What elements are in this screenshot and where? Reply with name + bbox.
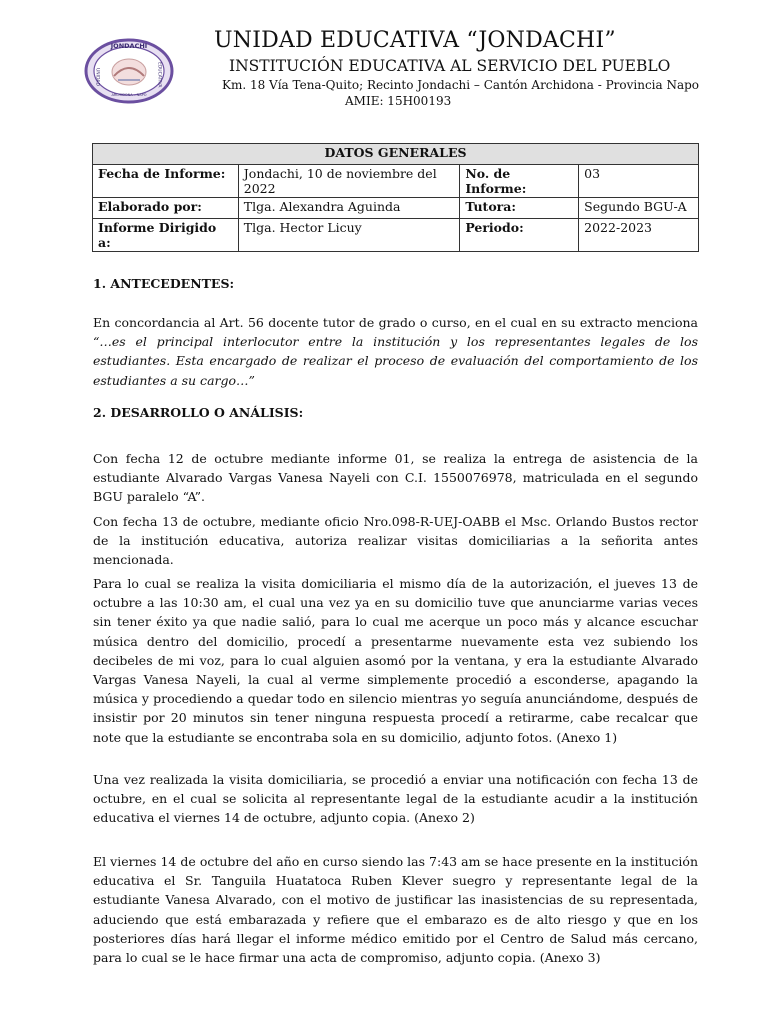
paragraph-4: Una vez realizada la visita domiciliaria, se procedió a enviar una notificación con fecha 13 de octubre, en el cual se solicita al representante legal de la estudiante acudir a la institución educativa el viernes 14 de octubre, adjunto copia. (Anexo 2) [93,772,698,826]
cell-value: Segundo BGU-A [579,198,699,219]
cell-value: 03 [579,165,699,198]
cell-value: Tlga. Alexandra Aguinda [238,198,460,219]
school-logo [84,38,174,104]
section-heading-antecedentes: 1. ANTECEDENTES: [93,276,235,291]
logo-top-text: JONDACHI [110,42,148,50]
logo-left-text: UNIDAD [94,68,100,86]
table-row [93,198,699,219]
school-amie: AMIE: 15H00193 [345,94,452,108]
cell-value: 2022-2023 [579,219,699,252]
school-name: UNIDAD EDUCATIVA “JONDACHI” [214,28,616,53]
cell-label: Elaborado por: [93,198,239,219]
table-header-row [93,144,699,165]
general-data-table [92,143,699,252]
cell-label: No. de Informe: [460,165,579,198]
paragraph-3: Para lo cual se realiza la visita domiciliaria el mismo día de la autorización, el jueves 13 de octubre a las 10:30 am, el cual una vez ya en su domicilio tuve que anunciarme varias veces sin tener éxito ya que nadie salió, para lo cual me acerque un poco más y alcance escuchar música dentro del domicilio, procedí a presentarme nuevamente esta vez subiendo los decibeles de mi voz, para lo cual alguien asomó por la ventana, y era la estudiante Alvarado Vargas Vanesa Nayeli, la cual al verme simplemente procedió a esconderse, apagando la música y procediendo a quedar todo en silencio mientras yo seguía anunciándome, después de insistir por 20 minutos sin tener ninguna respuesta procedí a retirarme, cabe recalcar que note que la estudiante se encontraba sola en su domicilio, adjunto fotos. (Anexo 1) [93,576,698,745]
paragraph-5: El viernes 14 de octubre del año en curso siendo las 7:43 am se hace presente en la institución educativa el Sr. Tanguila Huatatoca Ruben Klever suegro y representante legal de la estudiante Vanesa Alvarado, con el motivo de justificar las inasistencias de su representada, aduciendo que está embarazada y refiere que el embarazo es de alto riesgo y que en los posteriores días hará llegar el informe médico emitido por el Centro de Salud más cercano, para lo cual se le hace firmar una acta de compromiso, adjunto copia. (Anexo 3) [93,854,698,966]
table-heading: DATOS GENERALES [93,144,699,165]
paragraph-2: Con fecha 13 de octubre, mediante oficio Nro.098-R-UEJ-OABB el Msc. Orlando Bustos rector de la institución educativa, autoriza realizar visitas domiciliarias a la señorita antes mencionada. [93,514,698,568]
school-address: Km. 18 Vía Tena-Quito; Recinto Jondachi – Cantón Archidona - Provincia Napo [222,78,700,92]
school-motto: INSTITUCIÓN EDUCATIVA AL SERVICIO DEL PUEBLO [229,57,671,75]
paragraph-antecedentes [93,313,698,390]
logo-bottom-text: ARCHIDONA – NAPO [111,93,147,97]
paragraph-1: Con fecha 12 de octubre mediante informe 01, se realiza la entrega de asistencia de la estudiante Alvarado Vargas Vanesa Nayeli con C.I. 1550076978, matriculada en el segundo BGU paralelo “A”. [93,451,698,505]
quote-text: “…es el principal interlocutor entre la institución y los representantes legales de los estudiantes. Esta encargado de realizar el proceso de evaluación del comportamiento de los estudiantes a su cargo…” [93,334,698,388]
cell-value: Jondachi, 10 de noviembre del 2022 [238,165,460,198]
cell-label: Fecha de Informe: [93,165,239,198]
cell-value: Tlga. Hector Licuy [238,219,460,252]
section-heading-desarrollo: 2. DESARROLLO O ANÁLISIS: [93,405,304,420]
cell-label: Informe Dirigido a: [93,219,239,252]
paragraph-text: En concordancia al Art. 56 docente tutor de grado o curso, en el cual en su extracto menciona [93,315,698,330]
table-row [93,165,699,198]
cell-label: Periodo: [460,219,579,252]
table-row [93,219,699,252]
cell-label: Tutora: [460,198,579,219]
logo-right-text: EDUCATIVA [156,62,162,88]
